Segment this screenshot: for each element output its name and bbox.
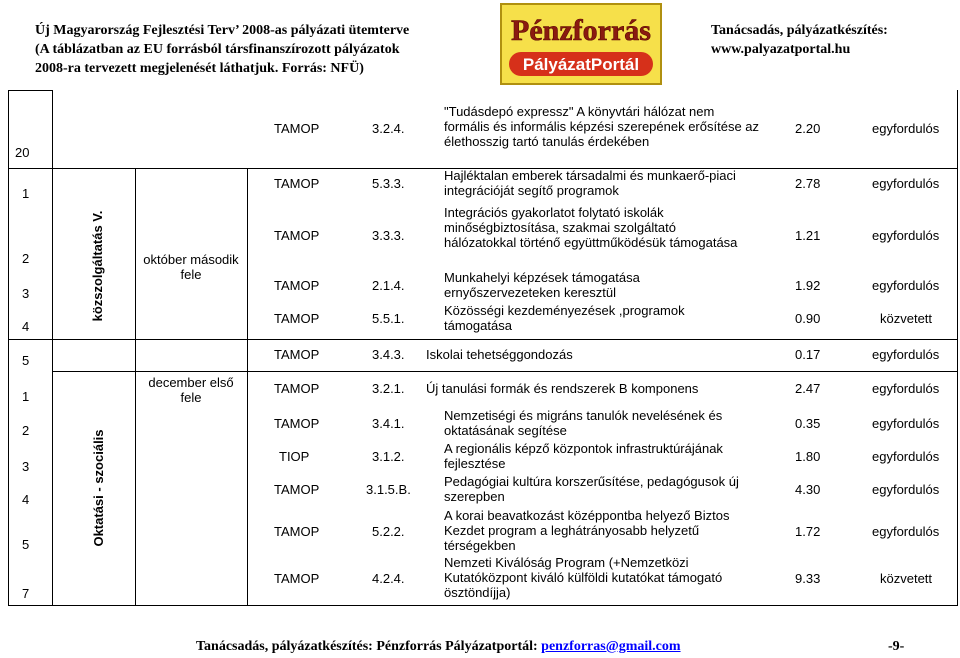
description-cell: Nemzetiségi és migráns tanulók nevelésének és oktatásának segítése: [444, 408, 723, 438]
program-cell: TAMOP: [274, 381, 320, 396]
footer: [196, 639, 681, 655]
code-cell: 4.2.4.: [372, 571, 405, 586]
program-cell: TAMOP: [274, 176, 320, 191]
row-number: 5: [22, 537, 30, 552]
program-cell: TAMOP: [274, 524, 320, 539]
group-label-oktatasi: Oktatási - szociális: [91, 429, 106, 547]
code-cell: 3.1.2.: [372, 449, 405, 464]
description-cell: Iskolai tehetséggondozás: [426, 347, 573, 362]
header-line-2: (A táblázatban az EU forrásból társfinanszírozott pályázatok: [35, 42, 400, 57]
type-cell: egyfordulós: [872, 121, 940, 136]
code-cell: 5.5.1.: [372, 311, 405, 326]
row-number: 5: [22, 353, 30, 368]
header-right-line-2: www.palyazatportal.hu: [711, 42, 851, 57]
svg-text:Pénzforrás: Pénzforrás: [511, 14, 651, 47]
svg-text:PályázatPortál: PályázatPortál: [522, 55, 640, 74]
group-label-kozszolgaltatas: közszolgáltatás V.: [90, 210, 105, 322]
amount-cell: 1.72: [795, 524, 821, 539]
type-cell: egyfordulós: [872, 347, 940, 362]
header-line-1: Új Magyarország Fejlesztési Terv’ 2008-as pályázati ütemterve: [35, 23, 410, 38]
row-number: 1: [22, 389, 30, 404]
type-cell: egyfordulós: [872, 228, 940, 243]
type-cell: egyfordulós: [872, 278, 940, 293]
description-cell: Új tanulási formák és rendszerek B komponens: [426, 381, 699, 396]
program-cell: TAMOP: [274, 311, 320, 326]
row-number: 7: [22, 586, 30, 601]
code-cell: 5.2.2.: [372, 524, 405, 539]
program-cell: TAMOP: [274, 416, 320, 431]
penzforras-logo: [499, 2, 663, 86]
row-number: 2: [22, 251, 30, 266]
type-cell: egyfordulós: [872, 449, 940, 464]
program-cell: TAMOP: [274, 347, 320, 362]
amount-cell: 2.20: [795, 121, 821, 136]
footer-text: Tanácsadás, pályázatkészítés: Pénzforrás Pályázatportál:: [196, 639, 542, 654]
description-cell: A regionális képző központok infrastruktúrájának fejlesztése: [444, 441, 723, 471]
program-cell: TIOP: [279, 449, 310, 464]
amount-cell: 4.30: [795, 482, 821, 497]
row-number: 3: [22, 459, 30, 474]
description-cell: Integrációs gyakorlatot folytató iskolák minőségbiztosítása, szakmai szolgáltató hálózatokkal történő együttműködésük támogatása: [444, 205, 738, 250]
program-cell: TAMOP: [274, 571, 320, 586]
amount-cell: 0.35: [795, 416, 821, 431]
amount-cell: 2.78: [795, 176, 821, 191]
type-cell: egyfordulós: [872, 176, 940, 191]
row-number: 4: [22, 492, 30, 507]
program-cell: TAMOP: [274, 228, 320, 243]
row-number: 1: [22, 186, 30, 201]
row-number: 3: [22, 286, 30, 301]
program-cell: TAMOP: [274, 278, 320, 293]
code-cell: 3.3.3.: [372, 228, 405, 243]
code-cell: 3.4.1.: [372, 416, 405, 431]
description-cell: Pedagógiai kultúra korszerűsítése, pedagógusok új szerepben: [444, 474, 739, 504]
row-number: 4: [22, 319, 30, 334]
description-cell: "Tudásdepó expressz" A könyvtári hálózat nem formális és informális képzési szerepének erősítése az élethosszig tartó tanulás érdekében: [444, 104, 760, 149]
amount-cell: 9.33: [795, 571, 821, 586]
type-cell: közvetett: [880, 571, 933, 586]
amount-cell: 0.17: [795, 347, 821, 362]
description-cell: Hajléktalan emberek társadalmi és munkaerő-piaci integrációját segítő programok: [444, 168, 736, 198]
period-label-oktober: október második fele: [143, 252, 239, 282]
code-cell: 3.4.3.: [372, 347, 405, 362]
row-number: 2: [22, 423, 30, 438]
type-cell: egyfordulós: [872, 482, 940, 497]
period-label-december: december első fele: [148, 375, 234, 405]
amount-cell: 0.90: [795, 311, 821, 326]
header-line-3: 2008-ra tervezett megjelenését láthatjuk. Forrás: NFÜ): [35, 61, 364, 76]
description-cell: Közösségi kezdeményezések ,programok támogatása: [444, 303, 685, 333]
program-cell: TAMOP: [274, 482, 320, 497]
amount-cell: 1.80: [795, 449, 821, 464]
header-right-line-1: Tanácsadás, pályázatkészítés:: [711, 23, 888, 38]
description-cell: Munkahelyi képzések támogatása ernyőszervezeteken keresztül: [444, 270, 640, 300]
footer-email-link[interactable]: penzforras@gmail.com: [541, 639, 681, 654]
program-cell: TAMOP: [274, 121, 320, 136]
amount-cell: 1.92: [795, 278, 821, 293]
page-number: -9-: [888, 639, 905, 654]
type-cell: egyfordulós: [872, 416, 940, 431]
description-cell: A korai beavatkozást középpontba helyező Biztos Kezdet program a leghátrányosabb helyzetű térségekben: [444, 508, 730, 553]
row-number: 20: [15, 145, 30, 160]
description-cell: Nemzeti Kiválóság Program (+Nemzetközi Kutatóközpont kiváló külföldi kutatókat támogató ösztöndíjja): [444, 555, 723, 600]
amount-cell: 2.47: [795, 381, 821, 396]
code-cell: 5.3.3.: [372, 176, 405, 191]
type-cell: közvetett: [880, 311, 933, 326]
code-cell: 3.1.5.B.: [366, 482, 411, 497]
amount-cell: 1.21: [795, 228, 821, 243]
code-cell: 3.2.4.: [372, 121, 405, 136]
code-cell: 3.2.1.: [372, 381, 405, 396]
code-cell: 2.1.4.: [372, 278, 405, 293]
type-cell: egyfordulós: [872, 524, 940, 539]
type-cell: egyfordulós: [872, 381, 940, 396]
